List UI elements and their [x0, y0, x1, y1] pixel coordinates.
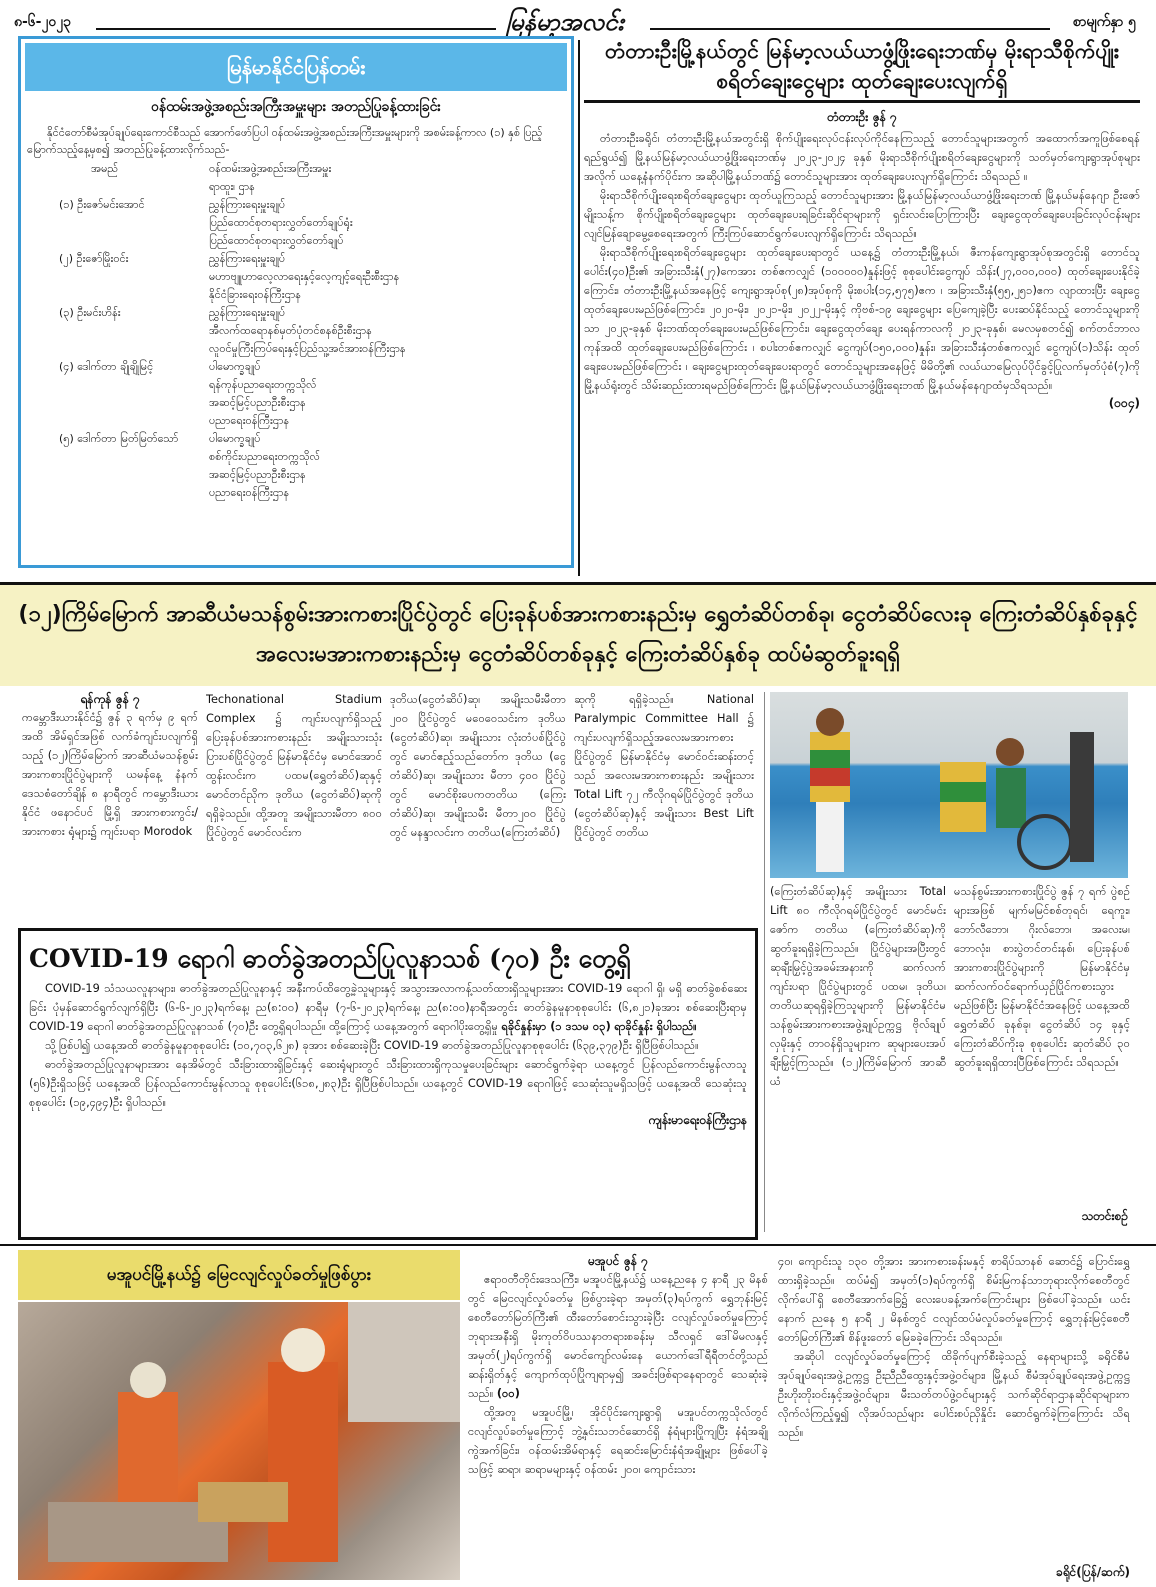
appointment-row: [51, 214, 414, 232]
maubin-para-1: ဧရာဝတီတိုင်းဒေသကြီး၊ မအူပင်မြို့နယ်၌ ယနေ့ညနေ ၄ နာရီ ၂၃ မိနစ်တွင် မြေငလျင်လှုပ်ခတ်မှု ဖြစ်ပွားခဲ့ရာ အမှတ်(၃)ရပ်ကွက် ရွှေဘုန်းမြင့်စေတီတော်မြတ်ကြီး၏ ထီးတော်စောင်းသွားခဲ့ပြီး ငလျင်လှုပ်ခတ်မှုကြောင့် ဘုရားအနီးရှိ မိုးကုတ်ဝိပဿနာတရားစခန်းမှ သီလရှင် ဒေါ်မိမလနှင့် အမှတ်(၂)ရပ်ကွက်ရှိ မောင်ကျော်လမ်းနေ ယောက်ဒေါ်ရီရီတင်တို့သည် ဆန်းရှိတ်နှင့် ကျောက်ထုပ်ပြိုကျရာမှ၍ အခင်းဖြစ်ရာနေရာတွင် သေဆုံးခဲ့သည်။ (ဝဝ): [468, 1273, 768, 1400]
tathaton-paragraph: မိုးရာသီစိုက်ပျိုးရေးစရိတ်ချေးငွေများ ထုတ်ချေးပေးရာတွင် ယနေ့၌ တံတားဦးမြို့နယ်၊ ဇီးကန်ကျေးရွာအုပ်စုအတွင်းရှိ တောင်သူပေါင်း(၄၀)ဦး၏ အခြားသီးနှံ(၂၇)ကေအား တစ်ဧကလျှင် (၁၀၀၀၀၀)နှုန်းဖြင့် စုစုပေါင်းငွေကျပ် သိန်း(၂၇,၀၀၀,၀၀၀) ထုတ်ချေးပေးနိုင်ခဲ့ကြောင်း၊ တံတားဦးမြို့နယ်အနေဖြင့် ကျေးရွာအုပ်စု(၂၈)အုပ်စုကို မိုးစပါး(၁၄,၅၇၅)ဧက ၊ အခြားသီးနှံ(၅၅,၂၅၁)ဧက လျာထားပြီး ချေးငွေထုတ်ချေးပေးမည်ဖြစ်ကြောင်း၊ ၂၀၂၀-မိုး၊ ၂၀၂၁-မိုး၊ ၂၀၂၂-မိုးနှင့် ကိုဗစ်-၁၉ ချေးငွေများ ပြေကျေခဲ့ပြီး ပေးဆပ်နိုင်သည့် တောင်သူများကိုသာ ၂၀၂၃-ခုနှစ် မိုးဘဏ်ထုတ်ချေးပေးမည်ဖြစ်ကြောင်း၊ ချေးငွေထုတ်ချေး ပေးရန်ကာလကို ၂၀၂၃-ခုနှစ်၊ မေလမှစတင်၍ စက်တင်ဘာလကုန်အထိ ထုတ်ချေးပေးမည်ဖြစ်ကြောင်း ၊ စပါးတစ်ဧကလျှင် ငွေကျပ်(၁၅၀,၀၀၀)နှုန်း၊ အခြားသီးနှံတစ်ဧကလျှင် ငွေကျပ်(၁)သိန်း ထုတ်ချေးပေးမည်ဖြစ်ကြောင်း ၊ ချေးငွေများထုတ်ချေးပေးရာတွင် တောင်သူများအနေဖြင့် မိမိတို့၏ လယ်ယာမြေလုပ်ပိုင်ခွင့်ပြုလက်မှတ်ပုံစံ(၇)ကို မြို့နယ်ရုံးတွင် သိမ်းဆည်းထားရမည်ဖြစ်ကြောင်း မြို့နယ်မြန်မာ့လယ်ယာဖွံ့ဖြိုးရေးဘဏ် မြို့နယ်မန်နေဂျာထံမှသိရသည်။: [584, 246, 1140, 392]
appointment-row: [51, 250, 414, 268]
appointee-post: မဟာဗျူဟာလေ့လာရေးနှင့်လေ့ကျင့်ရေးဦးစီးဌာန: [209, 270, 400, 283]
games-text-1: ကမ္ဘောဒီးယားနိုင်ငံ၌ ဇွန် ၃ ရက်မှ ၉ ရက်အထိ အိမ်ရှင်အဖြစ် လက်ခံကျင်းပလျက်ရှိသည့် (၁၂)ကြိမ်မြောက် အာဆီယံမသန်စွမ်းအားကစားပြိုင်ပွဲများကို ယမန်နေ့ နံနက်ဒေသစံတော်ချိန် ၈ နာရီတွင် ကမ္ဘောဒီးယားနိုင်ငံ ဖနောင်ပင် မြို့ရှိ အားကစားကွင်း/အားကစား ရုံများ၌ ကျင်းပရာ Morodok: [22, 711, 198, 838]
appointment-row: [51, 358, 414, 376]
tathaton-paragraph: မိုးရာသီစိုက်ပျိုးရေးစရိတ်ချေးငွေများ ထုတ်ယူကြသည့် တောင်သူများအား မြို့နယ်မြန်မာ့လယ်ယာဖွံ့ဖြိုးရေးဘဏ် မြို့နယ်မန်နေဂျာ ဦးဇော်မျိုးသန့်က စိုက်ပျိုးစရိတ်ချေးငွေများ ထုတ်ချေးပေးရခြင်းဆိုင်ရာများကို ရှင်းလင်းပြောကြားပြီး ချေးငွေထုတ်ချေးပေးခြင်းလုပ်ငန်းများ လျင်မြန်ချောမွေ့စေရေးအတွက် ကြီးကြပ်ဆောင်ရွက်ပေးလျက်ရှိကြောင်း သိရသည်။: [584, 189, 1140, 240]
games-col-4: ဆုကို ရရှိခဲ့သည်။ National Paralympic Committee Hall ၌ ကျင်းပလျက်ရှိသည့်အလေးမအားကစားပြိုင်ပွဲတွင် မြန်မာနိုင်ငံမှ မောင်ဝင်းဆန်းတင့်သည် အလေးမအားကစားနည်း အမျိုးသား Total Lift ၇၂ ကီလိုဂရမ်ပြိုင်ပွဲတွင် ဒုတိယ (ငွေတံဆိပ်ဆု)နှင့် အမျိုးသား Best Lift ပြိုင်ပွဲတွင် တတိယ: [574, 693, 754, 839]
appointment-row: [51, 412, 414, 430]
rescue-workers-illustration: [18, 1302, 460, 1580]
games-col-5: (ကြေးတံဆိပ်ဆု)နှင့် အမျိုးသား Total Lift ၈၀ ကီလိုဂရမ်ပြိုင်ပွဲတွင် မောင်မင်းဇော်က တတိယ (ကြေးတံဆိပ်ဆု)ကို ဆွတ်ခူးရရှိခဲ့ကြသည်။ ပြိုင်ပွဲများအပြီးတွင် ဆုချီးမြှင့်ပွဲအခမ်းအနားကို ဆက်လက်ကျင်းပရာ ပြိုင်ပွဲများတွင် ပထမ၊ ဒုတိယ၊ တတိယဆုရရှိခဲ့ကြသူများကို မြန်မာနိုင်ငံမသန်စွမ်းအားကစားအဖွဲ့ချုပ်ဥက္ကဋ္ဌ ဗိုလ်ချုပ်လှမိုးနှင့် တာဝန်ရှိသူများက ဆုများပေးအပ်ချီးမြှင့်ကြသည်။ (၁၂)ကြိမ်မြောက် အာဆီယံ: [770, 885, 946, 1088]
tathaton-article: [584, 36, 1140, 576]
games-col-6: မသန်စွမ်းအားကစားပြိုင်ပွဲ ဇွန် ၇ ရက် ပွဲစဉ်များအဖြစ် မျက်မမြင်စစ်တုရင်၊ ရေကူး၊ ဘော်လီဘော၊ ဂိုးလ်ဘော၊ အလေးမ၊ ဘောလုံး၊ စားပွဲတင်တင်းနစ်၊ ပြေးခုန်ပစ် အားကစားပြိုင်ပွဲများကို မြန်မာနိုင်ငံမှ ဆက်လက်ဝင်ရောက်ယှဉ်ပြိုင်ကစားသွားမည်ဖြစ်ပြီး မြန်မာနိုင်ငံအနေဖြင့် ယနေ့အထိ ရွှေတံဆိပ် ခုနစ်ခု၊ ငွေတံဆိပ် ၁၄ ခုနှင့် ကြေးတံဆိပ်ကိုးခု စုစုပေါင်း ဆုတံဆိပ် ၃၀ ဆွတ်ခူးရရှိထားပြီဖြစ်ကြောင်း သိရသည်။: [954, 885, 1130, 1069]
headline-rule: [584, 100, 1140, 103]
appointee-post: ရာထူး၊ ဌာန: [209, 180, 255, 193]
maubin-col-2: [778, 1252, 1130, 1562]
issue-date: ၈-၆-၂၀၂၃: [14, 14, 71, 30]
games-headline-band: [0, 582, 1156, 686]
games-photo: [770, 692, 1128, 878]
appointment-row: [51, 430, 414, 448]
appointee-name: [51, 376, 201, 394]
appointee-name: [51, 214, 201, 232]
col-post-header: ဝန်ထမ်းအဖွဲ့အစည်းအကြီးအမှူး: [209, 162, 332, 175]
appointee-name: (၂) ဦးဇော်မြိုးဝင်း: [59, 252, 129, 265]
appointee-post: အဆင့်မြင့်ပညာဦးစီးဌာန: [209, 396, 306, 409]
notice-intro: နိုင်ငံတော်စီမံအုပ်ချုပ်ရေးကောင်စီသည် အောက်ဖော်ပြပါ ဝန်ထမ်းအဖွဲ့အစည်းအကြီးအမှူးများကို အစမ်းခန့်ကာလ (၁) နှစ် ပြည့်မြောက်သည့်နေ့မှစ၍ အတည်ပြုခန့်ထားလိုက်သည်-: [27, 126, 543, 156]
appointee-post: ပညာရေးဝန်ကြီးဌာန: [209, 486, 290, 499]
appointee-post: စစ်ကိုင်းပညာရေးတက္ကသိုလ်: [209, 450, 320, 463]
masthead-rule-left: [96, 28, 496, 30]
rescue-photo: [18, 1302, 460, 1580]
col-name-header: အမည်: [91, 162, 119, 175]
appointee-post: အီလက်ထရောနစ်မှတ်ပုံတင်စနစ်ဦးစီးဌာန: [209, 324, 372, 337]
appointment-row: [51, 448, 414, 466]
masthead: [0, 4, 1156, 38]
appointee-name: [51, 322, 201, 340]
appointee-post: ညွှန်ကြားရေးမှူးချုပ်: [209, 252, 286, 265]
maubin-para-2: ထို့အတူ မအူပင်မြို့၊ အိုင်ပိုင်းကျေးရွာရှိ မအူပင်တက္ကသိုလ်တွင် ငလျင်လှုပ်ခတ်မှုကြောင့် ဘွဲ့နှင်းသဘင်ဆောင်ရှိ နံရံများပြိုကျပြီး နံရံအချို့ကွဲအက်ခြင်း၊ ဝန်ထမ်းအိမ်ရာနှင့် ရေဆင်းမြောင်းနံရံအချို့များ ဖြစ်ပေါ်ခဲ့သဖြင့် ဆရာ၊ ဆရာမများနှင့် ဝန်ထမ်း ၂၀၀၊ ကျောင်းသား: [468, 1406, 768, 1476]
appointee-post: ညွှန်ကြားရေးမှူးချုပ်: [209, 306, 286, 319]
appointment-row: [51, 196, 414, 214]
appointee-post: လူဝင်မှုကြီးကြပ်ရေးနှင့်ပြည်သူ့အင်အားဝန်ကြီးဌာန: [209, 342, 406, 355]
maubin-banner: မအူပင်မြို့နယ်၌ မြေငလျင်လှုပ်ခတ်မှုဖြစ်ပွား: [18, 1250, 460, 1300]
appointee-post: အဆင့်မြင့်ပညာဦးစီးဌာန: [209, 468, 306, 481]
newspaper-logo: မြန်မာ့အလင်း: [506, 8, 624, 36]
appointee-post: ပြည်ထောင်စုတရားလွှတ်တော်ချုပ်ရုံး: [209, 216, 353, 229]
page-number: စာမျက်နှာ ၅: [1072, 14, 1136, 30]
tathaton-byline: (၀၀၄): [1108, 396, 1140, 410]
games-col-1: [22, 690, 198, 922]
appointee-name: (၄) ဒေါက်တာ ချိုချိုမြင့်: [59, 360, 154, 373]
games-headline: (၁၂)ကြိမ်မြောက် အာဆီယံမသန်စွမ်းအားကစားပြိုင်ပွဲတွင် ပြေးခုန်ပစ်အားကစားနည်းမှ ရွှေတံဆိပ်တစ်ခု၊ ငွေတံဆိပ်လေးခု ကြေးတံဆိပ်နှစ်ခုနှင့် အလေးမအားကစားနည်းမှ ငွေတံဆိပ်တစ်ခုနှင့် ကြေးတံဆိပ်နှစ်ခု ထပ်မံဆွတ်ခူးရရှိ: [18, 602, 1138, 667]
appointee-name: [51, 484, 201, 502]
appointee-name: (၅) ဒေါက်တာ မြတ်မြတ်သော်: [59, 432, 179, 445]
appointment-row: [51, 286, 414, 304]
maubin-para-4: အဆိုပါ ငလျင်လှုပ်ခတ်မှုကြောင့် ထိခိုက်ပျက်စီးခဲ့သည့် နေရာများသို့ ခရိုင်စီမံအုပ်ချုပ်ရေးအဖွဲ့ဥက္ကဋ္ဌ ဦးညီညီထွေးနှင့်အဖွဲ့ဝင်များ၊ မြို့နယ် စီမံအုပ်ချုပ်ရေးအဖွဲ့ဥက္ကဋ္ဌ ဦးဟိုးတိုးဝင်းနှင့်အဖွဲ့ဝင်များ၊ မီးသတ်တပ်ဖွဲ့ဝင်များနှင့် သက်ဆိုင်ရာဌာနဆိုင်ရာများက လိုက်လံကြည့်ရှု၍ လိုအပ်သည်များ ပေါင်းစပ်ညှိနှိုင်း ဆောင်ရွက်ခဲ့ကြကြောင်း သိရသည်။: [778, 1350, 1130, 1439]
tathaton-headline: တံတားဦးမြို့နယ်တွင် မြန်မာ့လယ်ယာဖွံ့ဖြိုးရေးဘဏ်မှ မိုးရာသီစိုက်ပျိုးစရိတ်ချေးငွေများ ထုတ်ချေးပေးလျက်ရှိ: [604, 39, 1120, 93]
covid-para-1: COVID-19 သံသယလူနာများ၊ ဓာတ်ခွဲအတည်ပြုလူနာနှင့် အနီးကပ်ထိတွေ့ခဲ့သူများနှင့် အသွားအလာကန့်သတ်ထားရှိသူများအား COVID-19 ရောဂါ ရှိ၊ မရှိ ဓာတ်ခွဲစစ်ဆေးခြင်း ပုံမှန်ဆောင်ရွက်လျက်ရှိပြီး (၆-၆-၂၀၂၃)ရက်နေ့၊ ည(၈:၀၀) နာရီမှ (၇-၆-၂၀၂၃)ရက်နေ့၊ ည(၈:၀၀)နာရီအတွင်း ဓာတ်ခွဲနမူနာစုစုပေါင်း (၆,၈၂၁)ခုအား စစ်ဆေးပြီးရာမှ COVID-19 ရောဂါ ဓာတ်ခွဲအတည်ပြုလူနာသစ် (၇၀)ဦး တွေ့ရှိရပါသည်။ ထို့ကြောင့် ယနေ့အတွက် ရောဂါပိုးတွေ့ရှိမှု ရခိုင်နှုန်းမှာ (၁ ဒသမ ၀၃) ရာခိုင်နှုန်း ရှိပါသည်။: [29, 982, 747, 1033]
column-divider: [578, 40, 580, 576]
table-header-row: [51, 162, 414, 178]
covid-para-3: ဓာတ်ခွဲအတည်ပြုလူနာများအား နေအိမ်တွင် သီးခြားထားရှိခြင်းနှင့် ဆေးရုံများတွင် သီးခြားထားရှိကုသမှုပေးခြင်းများ ဆောင်ရွက်ခဲ့ရာ ယနေ့တွင် ပြန်လည်ကောင်းမွန်လာသူ (၅၆)ဦးရှိသဖြင့် ယနေ့အထိ ပြန်လည်ကောင်းမွန်လာသူ စုစုပေါင်း(၆၁၈,၂၈၃)ဦး ရှိပြီဖြစ်ပါသည်။ ယနေ့တွင် COVID-19 ရောဂါဖြင့် သေဆုံးသူမရှိသဖြင့် ယနေ့အထိ သေဆုံးသူစုစုပေါင်း (၁၉,၄၉၄)ဦး ရှိပါသည်။: [29, 1058, 747, 1109]
appointee-post: နိုင်ငံခြားရေးဝန်ကြီးဌာန: [209, 288, 301, 301]
appointment-row: [51, 466, 414, 484]
appointment-row: [51, 322, 414, 340]
column-divider: [764, 692, 765, 1232]
appointee-post: ပါမောက္ခချုပ်: [209, 432, 261, 445]
appointee-name: [51, 412, 201, 430]
tathaton-paragraph: တံတားဦးခရိုင်၊ တံတားဦးမြို့နယ်အတွင်းရှိ စိုက်ပျိုးရေးလုပ်ငန်းလုပ်ကိုင်နေကြသည့် တောင်သူများအတွက် အထောက်အကူဖြစ်စေရန်ရည်ရွယ်၍ မြို့နယ်မြန်မာ့လယ်ယာဖွံ့ဖြိုးရေးဘဏ်မှ ၂၀၂၃-၂၀၂၄ ခုနှစ် မိုးရာသီစိုက်ပျိုးစရိတ်ချေးငွေများကို သတ်မှတ်ကျေးရွာအုပ်စုများအလိုက် ယနေ့နံနက်ပိုင်းက အဆိုပါမြို့နယ်ဘဏ်၌ တောင်သူများအား ထုတ်ချေးပေးလျက်ရှိကြောင်း သိရသည် ။: [584, 132, 1140, 183]
games-dateline: ရန်ကုန် ဇွန် ၇: [80, 692, 140, 706]
appointee-name: (၁) ဦးဇော်မင်းအောင်: [59, 198, 145, 211]
gazette-notice: [18, 36, 574, 568]
covid-body: [29, 979, 747, 1112]
appointment-row: [51, 394, 414, 412]
appointee-name: (၃) ဦးမင်းဟိန်း: [59, 306, 121, 319]
appointment-row: [51, 304, 414, 322]
appointee-post: ပညာရေးဝန်ကြီးဌာန: [209, 414, 290, 427]
appointee-name: [51, 340, 201, 358]
section-divider: [0, 1244, 1156, 1246]
covid-box: [18, 928, 758, 1240]
appointee-name: [51, 232, 201, 250]
appointee-name: [51, 448, 201, 466]
appointment-table: [51, 162, 414, 502]
covid-headline: COVID-19 ရောဂါ ဓာတ်ခွဲအတည်ပြုလူနာသစ် (၇၀) ဦး တွေ့ရှိ: [29, 944, 631, 973]
appointee-post: ပါမောက္ခချုပ်: [209, 360, 261, 373]
appointee-post: ရန်ကုန်ပညာရေးတက္ကသိုလ်: [209, 378, 317, 391]
appointee-name: [51, 394, 201, 412]
maubin-byline: ခရိုင်(ပြန်/ဆက်): [1055, 1565, 1130, 1579]
appointment-row: [51, 340, 414, 358]
maubin-dateline: မအူပင် ဇွန် ၇: [588, 1254, 648, 1268]
appointment-rows: [51, 178, 414, 502]
masthead-rule-right: [650, 28, 1050, 30]
maubin-para-3: ၄၀၊ ကျောင်းသူ ၁၃၀ တို့အား အားကစားခန်းမနှင့် စာရိပ်သာနစ် ဆောင်၌ ပြောင်းရွှေ့ထားရှိခဲ့သည်။ ထပ်မံ၍ အမှတ်(၁)ရပ်ကွက်ရှိ စိမ်းမြကန်သာဘုရားလိုက်စေတီတွင် လိုက်ပေါ်ရှိ စေတီအောက်ခြေ၌ လေးပေခန့်အက်ကြောင်းများ ဖြစ်ပေါ်ခဲ့သည်။ ယင်းနောက် ညနေ ၅ နာရီ ၂ မိနစ်တွင် ငလျင်ထပ်မံလှုပ်ခတ်မှုကြောင့် ရွှေဘုန်းမြင့်စေတီတော်မြတ်ကြီး၏ စိန်ဖူးတော် မြေခခဲ့ကြောင်း သိရသည်။: [778, 1255, 1130, 1344]
appointee-post: ပြည်ထောင်စုတရားလွှတ်တော်ချုပ်: [209, 234, 344, 247]
appointment-row: [51, 484, 414, 502]
tathaton-body: [584, 129, 1140, 395]
games-byline: သတင်းစဉ်: [1081, 1209, 1128, 1223]
maubin-col-1: [468, 1252, 768, 1582]
appointee-name: [51, 268, 201, 286]
appointment-row: [51, 376, 414, 394]
appointment-row: [51, 232, 414, 250]
appointment-row: [51, 268, 414, 286]
tathaton-dateline: တံတားဦး ဇွန် ၇: [827, 110, 897, 124]
games-col-3: ဒုတိယ(ငွေတံဆိပ်)ဆု၊ အမျိုးသမီးမီတာ ၂၀၀ ပြိုင်ပွဲတွင် မဝေဝေသင်းက ဒုတိယ (ငွေတံဆိပ်)ဆု၊ အမျိုးသား လုံးတံပစ်ပြိုင်ပွဲတွင် မောင်ဧည့်သည်တော်က ဒုတိယ (ငွေတံဆိပ်)ဆု၊ အမျိုးသား မီတာ ၄၀၀ ပြိုင်ပွဲတွင် မောင်စိုးပေကတတိယ (ကြေးတံဆိပ်)ဆု၊ အမျိုးသမီး မီတာ၂၀၀ ပြိုင်ပွဲတွင် မနန္ဒာလင်းက တတိယ(ကြေးတံဆိပ်): [390, 693, 566, 839]
appointee-name: [51, 178, 201, 196]
notice-heading: ဝန်ထမ်းအဖွဲ့အစည်းအကြီးအမှူးများ အတည်ပြုခန့်ထားခြင်း: [151, 99, 441, 115]
appointee-name: [51, 286, 201, 304]
notice-banner: မြန်မာနိုင်ငံပြန်တမ်း: [25, 43, 567, 91]
appointee-name: [51, 466, 201, 484]
athletes-illustration: [770, 692, 1128, 878]
appointee-post: ညွှန်ကြားရေးမှူးချုပ်: [209, 198, 286, 211]
appointment-row: [51, 178, 414, 196]
games-col-2: Techonational Stadium Complex ၌ ကျင်းပလျက်ရှိသည့် ပြေးခုန်ပစ်အားကစားနည်း အမျိုးသားသုံးပြားပစ်ပြိုင်ပွဲတွင် မြန်မာနိုင်ငံမှ မောင်အောင်ထွန်းလင်းက ပထမ(ရွှေတံဆိပ်)ဆုနှင့် မောင်တင်ညိုက ဒုတိယ (ငွေတံဆိပ်)ဆုကို ရရှိခဲ့သည်။ ထို့အတူ အမျိုးသားမီတာ ၈၀၀ ပြိုင်ပွဲတွင် မောင်လင်းက: [206, 693, 382, 839]
covid-para-2: သို့ဖြစ်ပါ၍ ယနေ့အထိ ဓာတ်ခွဲနမူနာစုစုပေါင်း (၁၀,၇၀၃,၆၂၈) ခုအား စစ်ဆေးခဲ့ပြီး COVID-19 ဓာတ်ခွဲအတည်ပြုလူနာစုစုပေါင်း (၆၃၉,၃၇၉)ဦး ရှိပြီဖြစ်ပါသည်။: [45, 1039, 699, 1052]
covid-source: ကျန်းမာရေးဝန်ကြီးဌာန: [648, 1113, 747, 1127]
